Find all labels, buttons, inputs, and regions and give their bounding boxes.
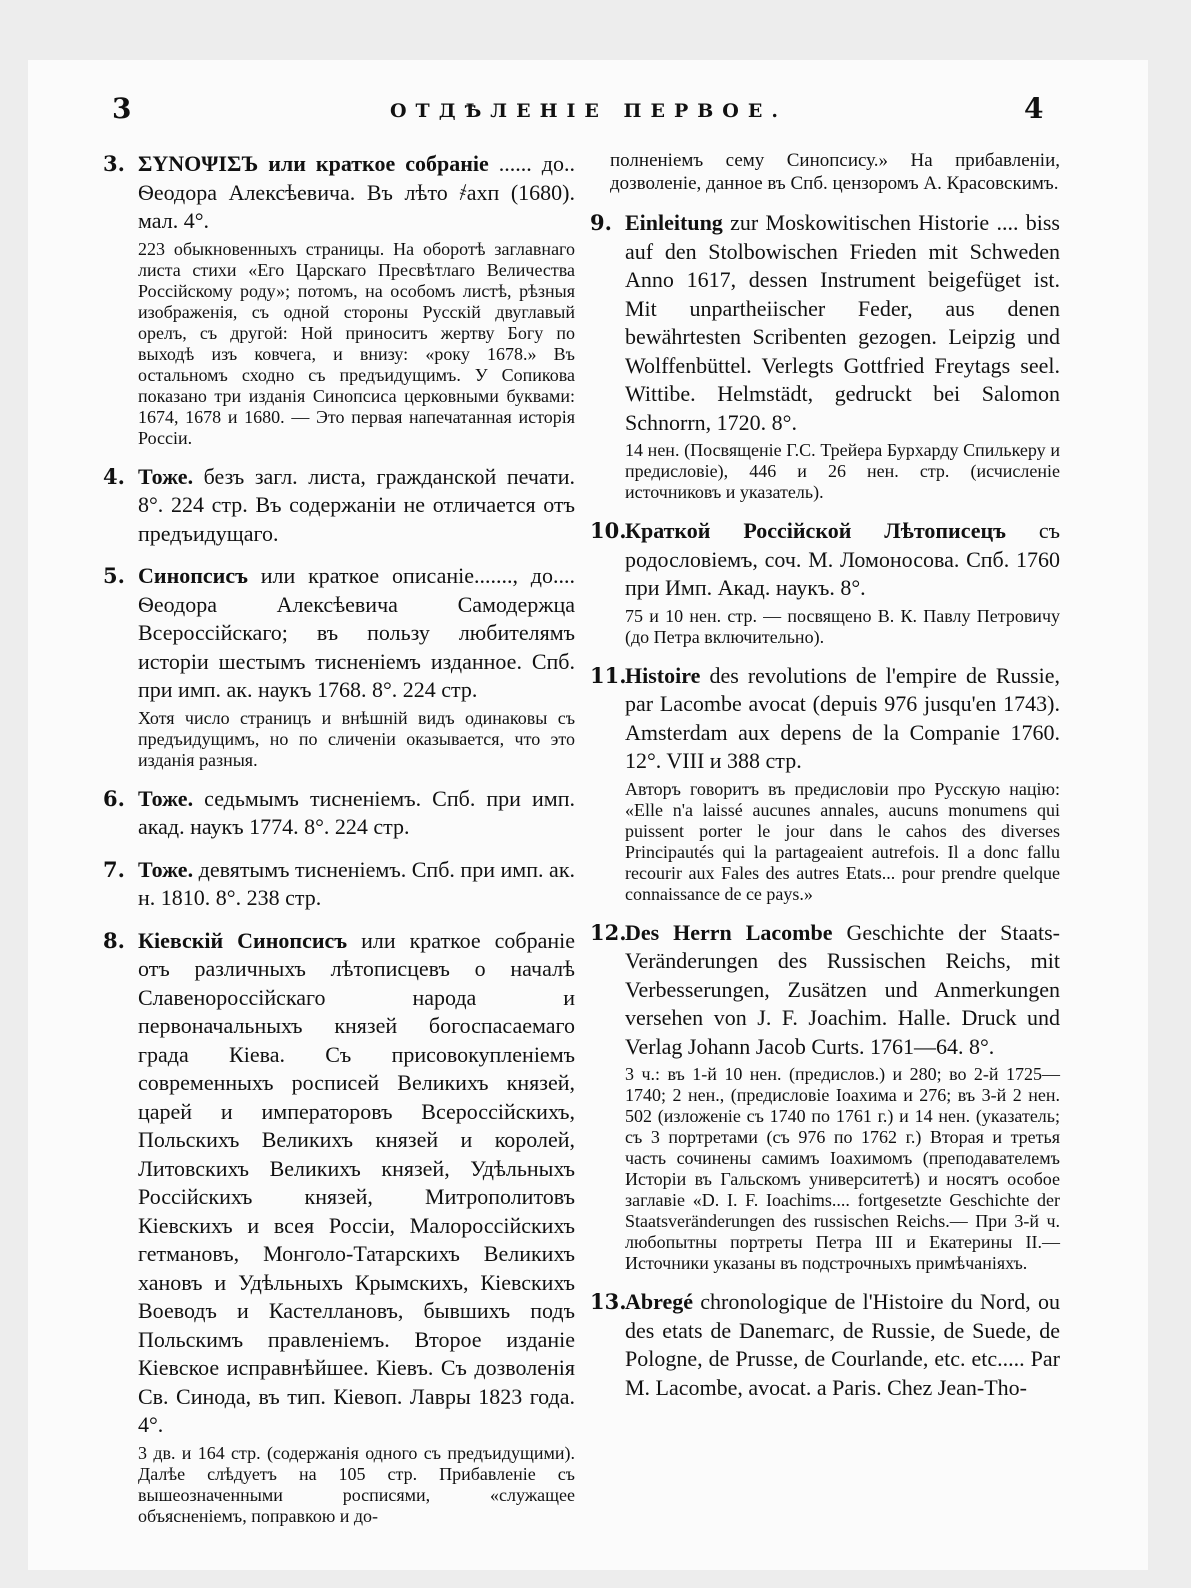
page-number-right: 4 [1024, 92, 1044, 125]
entry-body: Geschichte der Staats-Veränderungen des Russischen Reichs, mit Verbesserungen, Zusätzen und Anmerkungen versehen von J. F. Joachim. Halle. Druck und Verlag Johann Jacob Curts. 1761—64. 8°. [625, 919, 1061, 1059]
entry-note: 3 ч.: въ 1-й 10 нен. (предислов.) и 280; во 2-й 1725—1740; 2 нен., (предисловіе Іоахима и 276; въ 3-й 2 нен. 502 (изложеніе съ 1740 по 1761 г.) и 14 нен. (указатель; съ 3 портретами (съ 976 по 1762 г.) Вторая и третья часть сочинены самимъ Іоахимомъ (преподавателемъ Исторіи въ Гальскомъ университетѣ) и носятъ особое заглавіе «D. I. F. Ioachims.... fortgesetzte Geschichte der Staatsveränderungen des russischen Reichs.— При 3-й ч. любопытны портреты Петра III и Екатерины II.—Источники указаны въ подстрочныхъ примѣчаніяхъ. [625, 1064, 1060, 1273]
entry-note: Авторъ говоритъ въ предисловіи про Русскую націю: «Elle n'a laissé aucunes annales, aucuns monumens qui puissent porter le jour dans le cahos des diverses Principautés qui la partageaient autrefois. Il a donc fallu recourir aux Fales des autres Etats... pour prendre quelque connaissance de ce pays.» [625, 778, 1060, 904]
entry-title: Des Herrn Lacombe [625, 919, 833, 945]
entry-number: 12. [590, 919, 627, 945]
entry-body: или краткое собраніе отъ различныхъ лѣтописцевъ о началѣ Славенороссійскаго народа и первоначальныхъ князей богоспасаемаго града Кіева. Съ присовокупленіемъ современныхъ росписей Великихъ князей, царей и императоровъ Всероссійскихъ, Польскихъ Великихъ князей и королей, Литовскихъ Великихъ князей, Удѣльныхъ Россійскихъ князей, Митрополитовъ Кіевскихъ и всея Россіи, Малороссійскихъ гетмановъ, Монголо-Татарскихъ Великихъ хановъ и Удѣльныхъ Крымскихъ, Кіевскихъ Воеводъ и Кастеллановъ, бывшихъ подъ Польскимъ правленіемъ. Второе изданіе Кіевское исправнѣйшее. Кіевъ. Съ дозволенія Св. Синода, въ тип. Кіевоп. Лавры 1823 года. 4°. [138, 927, 576, 1437]
entry-number: 13. [590, 1289, 627, 1314]
entry-text [625, 1288, 1060, 1402]
entry-number: 3. [103, 151, 125, 176]
entry-body: девятымъ тисненіемъ. Спб. при имп. ак. н. 1810. 8°. 238 стр. [138, 856, 576, 910]
entry-5 [103, 562, 575, 771]
entry-number: 9. [590, 210, 612, 235]
left-column [103, 150, 575, 1527]
entry-4 [103, 463, 575, 549]
entry-10 [590, 517, 1060, 648]
entry-number: 7. [103, 856, 125, 882]
entry-title: Тоже. [138, 856, 194, 882]
entry-number: 4. [103, 463, 125, 489]
entry-body: седьмымъ тисненіемъ. Спб. при имп. акад. наукъ 1774. 8°. 224 стр. [138, 785, 575, 839]
entry-title: Кіевскій Синопсисъ [138, 927, 348, 953]
running-header: ОТДѢЛЕНІЕ ПЕРВОЕ. [390, 100, 787, 122]
entry-number: 6. [103, 785, 125, 811]
entry-number: 10. [590, 518, 627, 543]
entry-12 [590, 919, 1060, 1275]
entry-text [138, 856, 575, 913]
entry-body: chronologique de l'Histoire du Nord, ou des etats de Danemarc, de Russie, de Suede, de Pologne, de Prusse, de Courlande, etc. etc..... Par M. Lacombe, avocat. a Paris. Chez Jean-Tho- [625, 1289, 1061, 1400]
continuation-text: полненіемъ сему Синопсису.» На прибавленіи, дозволеніе, данное въ Спб. цензоромъ А. Красовскимъ. [610, 150, 1060, 194]
entry-note: Хотя число страницъ и внѣшній видъ одинаковы съ предъидущимъ, но по сличеніи оказывается, что это изданія разныя. [138, 707, 575, 770]
entry-3 [103, 150, 575, 449]
entry-11 [590, 662, 1060, 905]
entry-text [138, 785, 575, 842]
entry-body: съ родословіемъ, соч. М. Ломоносова. Спб. 1760 при Имп. Акад. наукъ. 8°. [625, 518, 1060, 600]
entry-body: des revolutions de l'empire de Russie, par Lacombe avocat (depuis 976 jusqu'en 1743). Amsterdam aux depens de la Companie 1760. 12°. VIII и 388 стр. [625, 662, 1060, 773]
entry-note: 223 обыкновенныхъ страницы. На оборотѣ заглавнаго листа стихи «Его Царскаго Пресвѣтлаго Величества Россійскому роду»; потомъ, на особомъ листѣ, рѣзныя изображенія, съ одной стороны Русскій двуглавый орелъ, съ другой: Ной приноситъ жертву Богу по выходѣ изъ ковчега, и внизу: «року 1678.» Въ остальномъ сходно съ предъидущимъ. У Сопикова показано три изданія Синопсиса церковными буквами: 1674, 1678 и 1680. — Это первая напечатанная исторія Россіи. [138, 238, 575, 448]
entry-title: ΣΥΝΟΨΙΣЪ или краткое собраніе [138, 151, 489, 176]
entry-text [138, 562, 575, 705]
entry-number: 8. [103, 927, 125, 953]
entry-title: Тоже. [138, 463, 194, 489]
entry-title: Тоже. [138, 785, 194, 811]
entry-note: 3 дв. и 164 стр. (содержанія одного съ предъидущими). Далѣе слѣдуетъ на 105 стр. Прибавленіе съ вышеозначенными росписями, «служащее объясненіемъ, поправкою и до- [138, 1442, 575, 1526]
entry-number: 5. [103, 563, 125, 588]
entry-text [625, 662, 1060, 776]
entry-text [625, 209, 1060, 437]
entry-8 [103, 927, 575, 1527]
entry-body: zur Moskowitischen Historie .... biss auf den Stolbowischen Frieden mit Schweden Anno 1617, dessen Instrument beigefüget ist. Mit unpartheiischer Feder, aus denen bewährtesten Scribenten gezogen. Leipzig und Wolffenbüttel. Verlegts Gottfried Freytags seel. Wittibe. Helmstädt, gedruckt bei Salomon Schnorrn, 1720. 8°. [625, 210, 1060, 435]
entry-text [625, 517, 1060, 603]
entry-note: 14 нен. (Посвященіе Г.С. Трейера Бурхарду Спилькеру и предисловіе), 446 и 26 нен. стр. (исчисленіе источниковъ и указатель). [625, 440, 1060, 502]
entry-title: Abregé [625, 1289, 694, 1314]
entry-title: Краткой Россійской Лѣтописецъ [625, 518, 1006, 543]
entry-body: ...... до.. Ѳеодора Алексѣевича. Въ лѣто ҂ахп (1680). мал. 4°. [138, 151, 575, 233]
right-column [590, 150, 1060, 1402]
entry-text [138, 150, 575, 236]
entry-6 [103, 785, 575, 842]
entry-body: или краткое описаніе......., до.... Ѳеодора Алексѣевича Самодержца Всероссійскаго; въ пользу любителямъ исторіи шестымъ тисненіемъ изданное. Спб. при имп. ак. наукъ 1768. 8°. 224 стр. [138, 563, 575, 702]
entry-7 [103, 856, 575, 913]
entry-text [138, 927, 575, 1440]
entry-text [138, 463, 575, 549]
entry-number: 11. [590, 662, 627, 688]
entry-13 [590, 1288, 1060, 1402]
entry-title: Histoire [625, 662, 701, 688]
entry-9 [590, 209, 1060, 503]
page-number-left: 3 [112, 92, 132, 125]
entry-title: Синопсисъ [138, 563, 248, 588]
entry-note: 75 и 10 нен. стр. — посвящено В. К. Павлу Петровичу (до Петра включительно). [625, 605, 1060, 647]
entry-text [625, 919, 1060, 1062]
entry-body: безъ загл. листа, гражданской печати. 8°. 224 стр. Въ содержаніи не отличается отъ предъидущаго. [138, 463, 575, 546]
entry-title: Einleitung [625, 210, 723, 235]
